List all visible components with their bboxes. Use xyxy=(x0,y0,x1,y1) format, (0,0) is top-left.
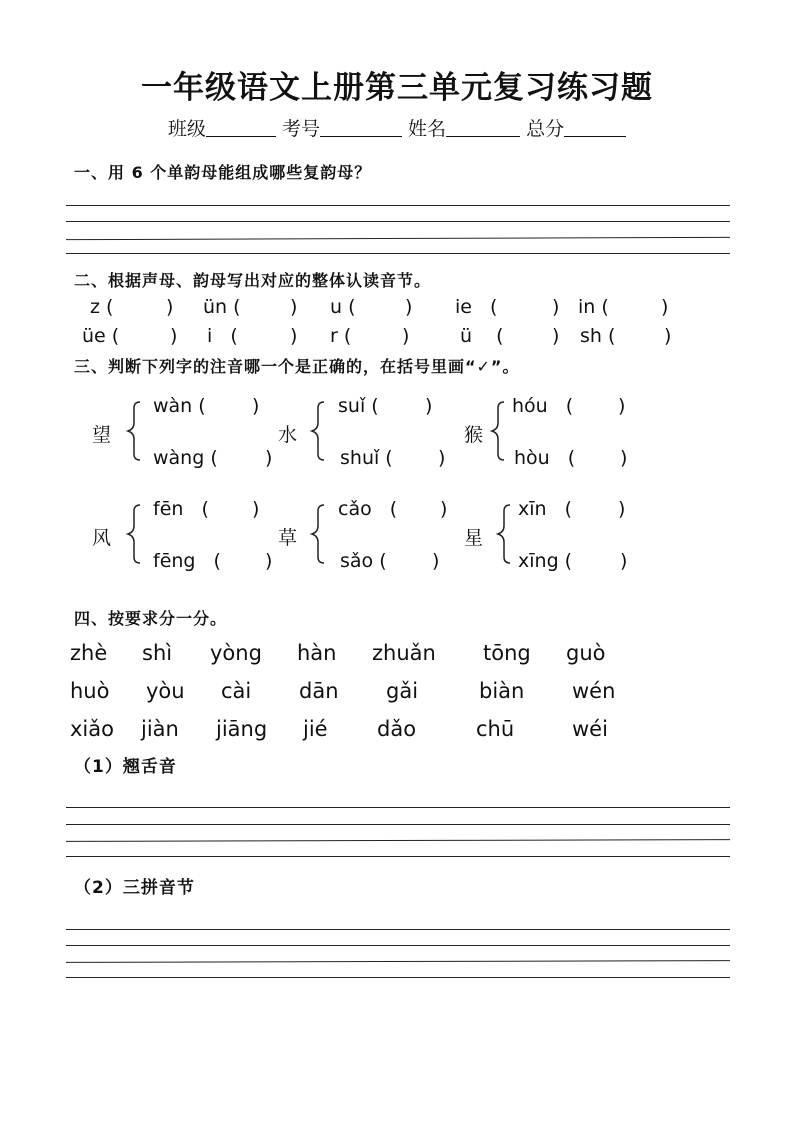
pinyin-word: yòu xyxy=(146,679,185,703)
answer-line[interactable] xyxy=(66,221,730,222)
syllable-item: r ( xyxy=(330,325,352,347)
question-2: 二、根据声母、韵母写出对应的整体认读音节。 xyxy=(74,271,432,290)
bracket-close[interactable]: ) xyxy=(402,325,410,347)
student-info-line xyxy=(0,114,794,141)
pinyin-option: hóu ( xyxy=(512,395,574,417)
bracket-close[interactable]: ) xyxy=(661,296,669,318)
sub-question-2: （2）三拼音节 xyxy=(74,878,195,898)
pinyin-option: shuǐ ( xyxy=(340,447,393,469)
answer-line[interactable] xyxy=(66,929,730,930)
pinyin-word: guò xyxy=(566,641,606,665)
character: 水 xyxy=(278,424,298,446)
answer-line[interactable] xyxy=(66,960,730,963)
bracket-close[interactable]: ) xyxy=(265,550,273,572)
pinyin-word: xiǎo xyxy=(70,717,114,741)
bracket-close[interactable]: ) xyxy=(618,498,626,520)
bracket-close[interactable]: ) xyxy=(620,447,628,469)
brace-icon xyxy=(492,402,504,460)
syllable-item: ün ( xyxy=(203,296,241,318)
brace-icon xyxy=(128,402,140,460)
pinyin-word: tōng xyxy=(483,641,531,665)
pinyin-option: xīng ( xyxy=(518,550,573,572)
syllable-item: i ( xyxy=(207,325,238,347)
bracket-close[interactable]: ) xyxy=(425,395,433,417)
class-blank[interactable] xyxy=(206,118,276,137)
pinyin-word: zhè xyxy=(70,641,108,665)
bracket-close[interactable]: ) xyxy=(252,395,260,417)
pinyin-option: suǐ ( xyxy=(338,395,379,417)
answer-line[interactable] xyxy=(66,945,730,946)
question-3: 三、判断下列字的注音哪一个是正确的，在括号里画“✓”。 xyxy=(74,357,520,376)
character: 猴 xyxy=(464,424,484,446)
pinyin-option: sǎo ( xyxy=(340,550,387,572)
bracket-close[interactable]: ) xyxy=(620,550,628,572)
name-label: 姓名 xyxy=(408,118,447,140)
pinyin-word: wén xyxy=(572,679,616,703)
answer-line[interactable] xyxy=(66,253,730,254)
syllable-item: z ( xyxy=(90,296,114,318)
pinyin-word: jiāng xyxy=(216,717,268,741)
syllable-item: in ( xyxy=(578,296,609,318)
question-1: 一、用 6 个单韵母能组成哪些复韵母？ xyxy=(74,163,372,182)
answer-line[interactable] xyxy=(66,839,730,842)
bracket-close[interactable]: ) xyxy=(664,325,672,347)
pinyin-word: cài xyxy=(221,679,252,703)
exam-no-blank[interactable] xyxy=(320,118,402,137)
pinyin-option: wàn ( xyxy=(153,395,206,417)
brace-icon xyxy=(128,505,140,563)
pinyin-word: hàn xyxy=(297,641,337,665)
bracket-close[interactable]: ) xyxy=(170,325,178,347)
pinyin-word: dǎo xyxy=(377,717,417,741)
bracket-close[interactable]: ) xyxy=(440,498,448,520)
answer-line[interactable] xyxy=(66,237,730,240)
bracket-close[interactable]: ) xyxy=(432,550,440,572)
pinyin-word: gǎi xyxy=(386,679,419,703)
pinyin-word: jiàn xyxy=(141,717,179,741)
bracket-close[interactable]: ) xyxy=(290,325,298,347)
pinyin-word: jié xyxy=(303,717,328,741)
character: 望 xyxy=(92,424,112,446)
pinyin-word: zhuǎn xyxy=(372,641,436,665)
answer-line[interactable] xyxy=(66,205,730,206)
pinyin-option: xīn ( xyxy=(518,498,573,520)
pinyin-option: hòu ( xyxy=(514,447,576,469)
answer-line[interactable] xyxy=(66,807,730,808)
syllable-item: ie ( xyxy=(455,296,498,318)
brace-icon xyxy=(498,505,510,563)
pinyin-option: wàng ( xyxy=(153,447,218,469)
answer-line[interactable] xyxy=(66,824,730,825)
brace-icon xyxy=(312,505,324,563)
page-title: 一年级语文上册第三单元复习练习题 xyxy=(141,70,653,106)
bracket-close[interactable]: ) xyxy=(438,447,446,469)
score-label: 总分 xyxy=(526,118,565,140)
character: 风 xyxy=(92,527,112,549)
bracket-close[interactable]: ) xyxy=(166,296,174,318)
syllable-item: üe ( xyxy=(82,325,120,347)
sub-question-1: （1）翘舌音 xyxy=(74,757,177,777)
pinyin-option: cǎo ( xyxy=(338,498,398,520)
pinyin-option: fēn ( xyxy=(153,498,209,520)
pinyin-word: dān xyxy=(299,679,339,703)
syllable-item: ü ( xyxy=(460,325,504,347)
syllable-item: sh ( xyxy=(580,325,616,347)
pinyin-option: fēng ( xyxy=(153,550,221,572)
answer-line[interactable] xyxy=(66,977,730,978)
syllable-item: u ( xyxy=(330,296,356,318)
pinyin-word: yòng xyxy=(210,641,262,665)
character: 星 xyxy=(464,527,484,549)
bracket-close[interactable]: ) xyxy=(405,296,413,318)
bracket-close[interactable]: ) xyxy=(552,325,560,347)
pinyin-word: shì xyxy=(142,641,173,665)
exam-no-label: 考号 xyxy=(281,118,320,140)
bracket-close[interactable]: ) xyxy=(618,395,626,417)
score-blank[interactable] xyxy=(564,118,626,137)
question-4: 四、按要求分一分。 xyxy=(74,609,228,628)
bracket-close[interactable]: ) xyxy=(552,296,560,318)
pinyin-word: huò xyxy=(70,679,110,703)
answer-line[interactable] xyxy=(66,856,730,857)
class-label: 班级 xyxy=(167,118,206,140)
pinyin-word: wéi xyxy=(572,717,608,741)
character: 草 xyxy=(278,527,298,549)
bracket-close[interactable]: ) xyxy=(252,498,260,520)
pinyin-word: chū xyxy=(476,717,515,741)
bracket-close[interactable]: ) xyxy=(265,447,273,469)
pinyin-word: biàn xyxy=(479,679,525,703)
bracket-close[interactable]: ) xyxy=(290,296,298,318)
name-blank[interactable] xyxy=(446,118,520,137)
brace-icon xyxy=(312,402,324,460)
